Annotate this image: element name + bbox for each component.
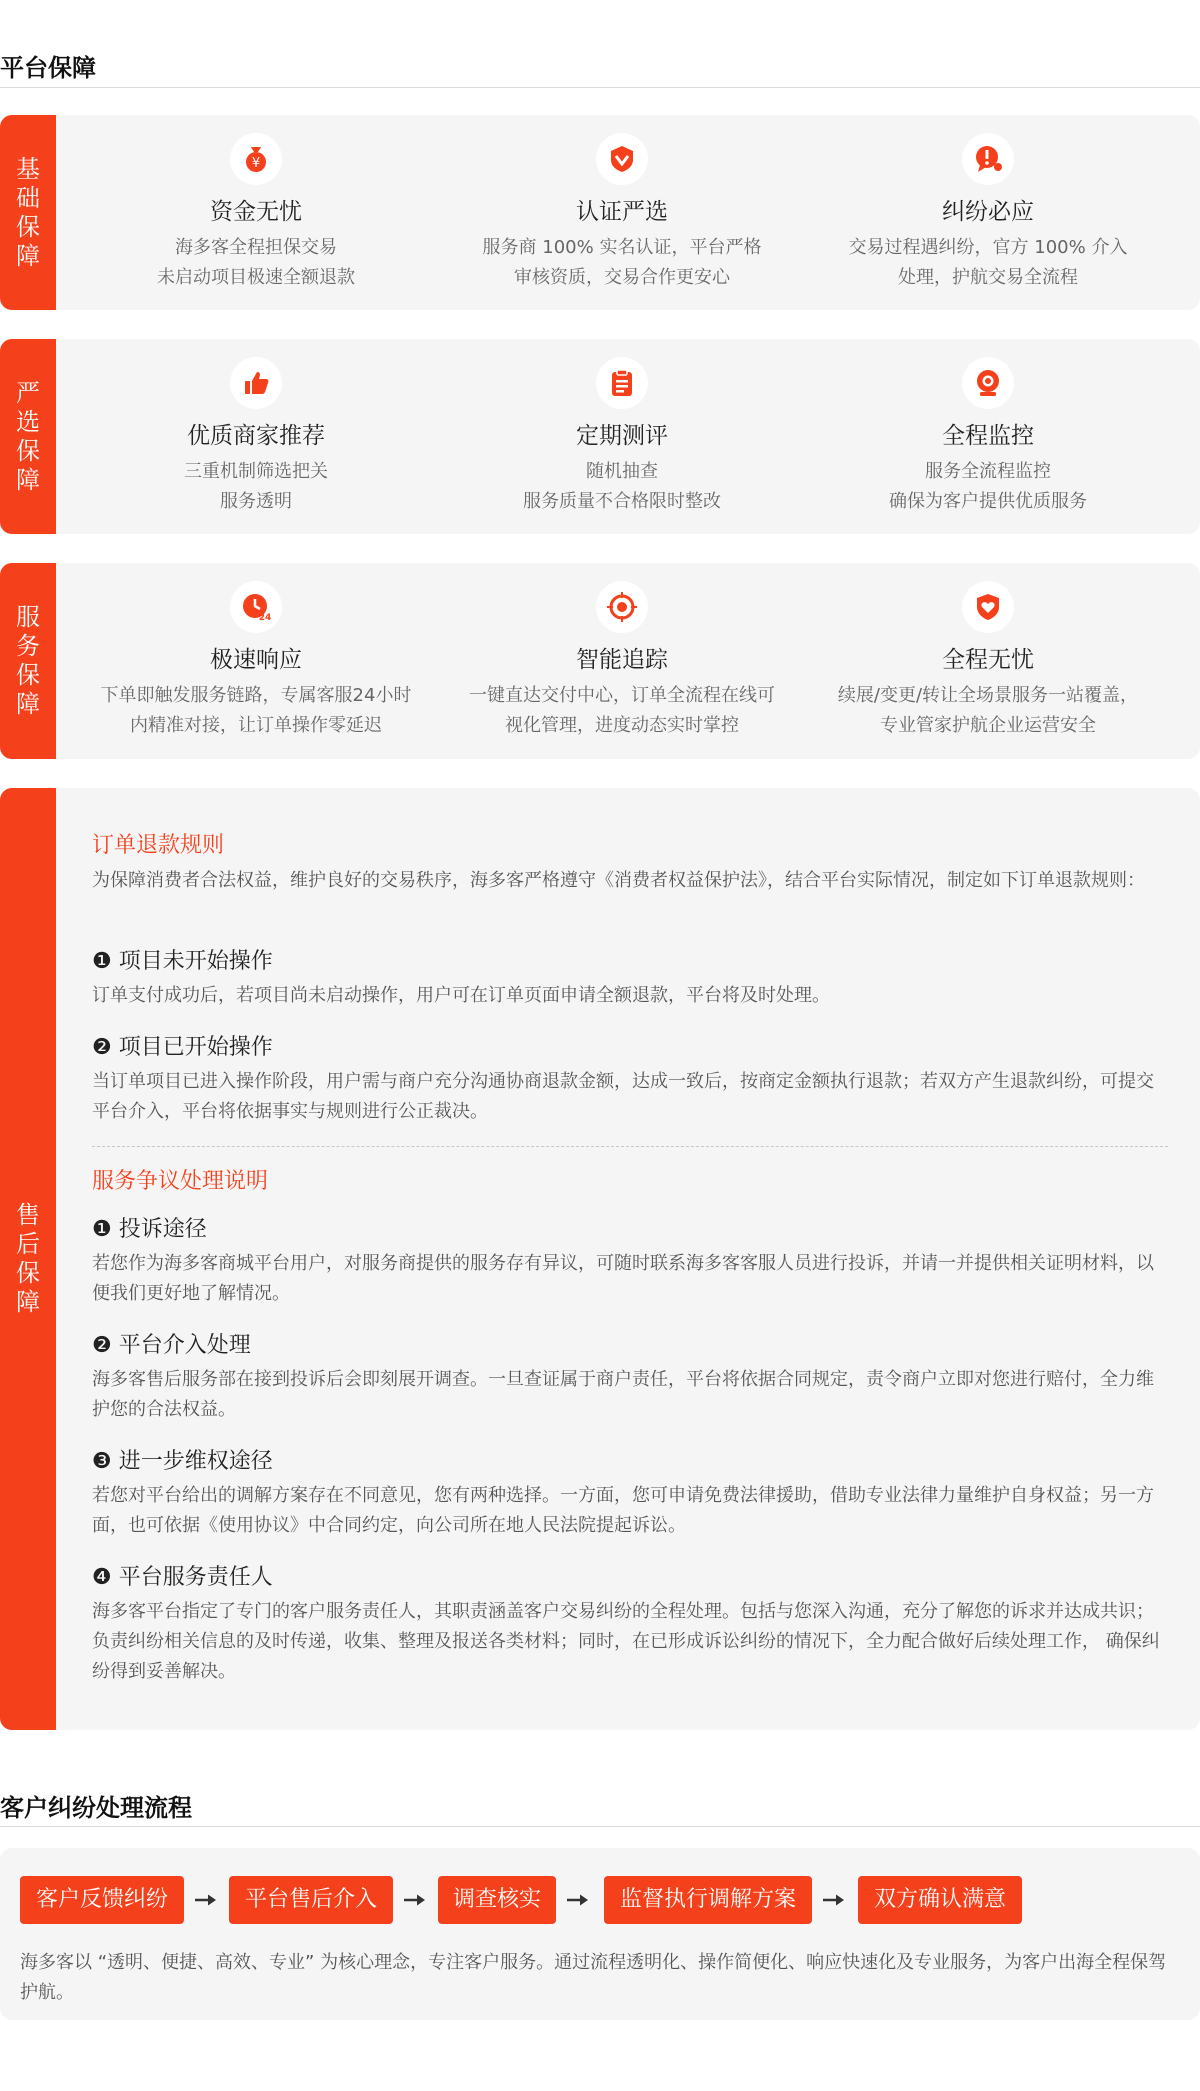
feature-title: 智能追踪 xyxy=(576,647,668,673)
tag-label: 服 务 保 障 xyxy=(16,603,40,718)
feature-certified xyxy=(422,115,822,310)
process-step-confirm: 双方确认满意 xyxy=(858,1876,1022,1924)
refund-item-text: 订单支付成功后，若项目尚未启动操作，用户可在订单页面申请全额退款，平台将及时处理。 xyxy=(92,985,830,1006)
feature-desc: 服务全流程监控 确保为客户提供优质服务 xyxy=(889,461,1087,512)
feature-desc: 随机抽查 服务质量不合格限时整改 xyxy=(523,461,721,512)
process-step-feedback: 客户反馈纠纷 xyxy=(20,1876,184,1924)
arrow-right-icon xyxy=(820,1876,848,1924)
refund-intro: 为保障消费者合法权益，维护良好的交易秩序，海多客严格遵守《消费者权益保护法》，结合平台实际情况，制定如下订单退款规则： xyxy=(92,870,1145,891)
refund-item-text: 当订单项目已进入操作阶段，用户需与商户充分沟通协商退款金额，达成一致后，按商定金额执行退款；若双方产生退款纠纷，可提交平台介入，平台将依据事实与规则进行公正裁决。 xyxy=(92,1071,1154,1122)
feature-fund-safety xyxy=(56,115,456,310)
tag-label: 严 选 保 障 xyxy=(16,378,40,494)
feature-desc: 服务商 100% 实名认证，平台严格 审核资质，交易合作更安心 xyxy=(482,237,762,288)
money-bag-icon xyxy=(230,133,282,185)
feature-smart-tracking xyxy=(422,563,822,759)
dispute-item-title: ❷ 平台介入处理 xyxy=(92,1333,251,1358)
feature-desc: 海多客全程担保交易 未启动项目极速全额退款 xyxy=(157,237,355,288)
after-sales-tag xyxy=(0,788,56,1730)
service-guarantee-card xyxy=(0,563,1200,759)
basic-guarantee-card xyxy=(0,115,1200,310)
target-icon xyxy=(596,581,648,633)
dispute-alert-icon xyxy=(962,133,1014,185)
process-step-investigate: 调查核实 xyxy=(438,1876,556,1924)
dispute-process-title: 客户纠纷处理流程 xyxy=(0,1794,192,1822)
dispute-item-title: ❸ 进一步维权途径 xyxy=(92,1449,273,1474)
clock-24h-icon xyxy=(230,581,282,633)
feature-worry-free xyxy=(788,563,1188,759)
selection-guarantee-card xyxy=(0,339,1200,534)
selection-guarantee-tag xyxy=(0,339,56,534)
feature-desc: 一键直达交付中心，订单全流程在线可 视化管理，进度动态实时掌控 xyxy=(469,685,775,736)
after-sales-rules xyxy=(92,788,1170,1730)
feature-fast-response xyxy=(56,563,456,759)
feature-desc: 下单即触发服务链路，专属客服24小时 内精准对接，让订单操作零延迟 xyxy=(100,685,412,736)
feature-title: 资金无忧 xyxy=(210,199,302,225)
svg-text:¥: ¥ xyxy=(251,156,261,171)
feature-title: 定期测评 xyxy=(576,423,668,449)
feature-title: 全程无忧 xyxy=(942,647,1034,673)
dispute-item-text: 海多客售后服务部在接到投诉后会即刻展开调查。一旦查证属于商户责任，平台将依据合同规定，责令商户立即对您进行赔付，全力维护您的合法权益。 xyxy=(92,1369,1154,1420)
clipboard-icon xyxy=(596,357,648,409)
refund-item-title: ❷ 项目已开始操作 xyxy=(92,1035,273,1060)
dispute-item-text: 若您作为海多客商城平台用户，对服务商提供的服务存有异议，可随时联系海多客客服人员进行投诉，并请一并提供相关证明材料，以便我们更好地了解情况。 xyxy=(92,1253,1154,1304)
dashed-divider xyxy=(92,1146,1168,1147)
dispute-process-card xyxy=(0,1848,1200,2020)
camera-monitor-icon xyxy=(962,357,1014,409)
feature-full-monitoring xyxy=(788,339,1188,534)
feature-periodic-evaluation xyxy=(422,339,822,534)
thumbs-up-icon xyxy=(230,357,282,409)
feature-title: 极速响应 xyxy=(210,647,302,673)
feature-desc: 续展/变更/转让全场景服务一站覆盖， 专业管家护航企业运营安全 xyxy=(837,685,1139,736)
refund-item-title: ❶ 项目未开始操作 xyxy=(92,949,273,974)
divider xyxy=(0,1826,1200,1827)
dispute-item-text: 海多客平台指定了专门的客户服务责任人，其职责涵盖客户交易纠纷的全程处理。包括与您深入沟通，充分了解您的诉求并达成共识；负责纠纷相关信息的及时传递，收集、整理及报送各类材料；同时，在已形成诉讼纠纷的情况下，全力配合做好后续处理工作， 确保纠纷得到妥善解决。 xyxy=(92,1601,1160,1682)
basic-guarantee-tag xyxy=(0,115,56,310)
arrow-right-icon xyxy=(192,1876,220,1924)
process-step-supervise: 监督执行调解方案 xyxy=(604,1876,812,1924)
shield-heart-icon xyxy=(962,581,1014,633)
feature-dispute-response xyxy=(788,115,1188,310)
arrow-right-icon xyxy=(401,1876,429,1924)
arrow-right-icon xyxy=(564,1876,592,1924)
tag-label: 基 础 保 障 xyxy=(16,154,40,270)
refund-rules-title: 订单退款规则 xyxy=(92,833,225,858)
verified-badge-icon xyxy=(596,133,648,185)
dispute-item-title: ❹ 平台服务责任人 xyxy=(92,1565,273,1590)
feature-quality-merchants xyxy=(56,339,456,534)
dispute-item-text: 若您对平台给出的调解方案存在不同意见，您有两种选择。一方面，您可申请免费法律援助，借助专业法律力量维护自身权益；另一方面，也可依据《使用协议》中合同约定，向公司所在地人民法院提起诉讼。 xyxy=(92,1485,1154,1536)
dispute-title: 服务争议处理说明 xyxy=(92,1169,269,1194)
feature-desc: 交易过程遇纠纷，官方 100% 介入 处理，护航交易全流程 xyxy=(848,237,1128,288)
feature-title: 优质商家推荐 xyxy=(187,423,325,449)
process-description: 海多客以 “透明、便捷、高效、专业” 为核心理念，专注客户服务。通过流程透明化、操作简便化、响应快速化及专业服务，为客户出海全程保驾护航。 xyxy=(20,1952,1167,2003)
divider xyxy=(0,87,1200,88)
dispute-item-title: ❶ 投诉途径 xyxy=(92,1217,207,1242)
platform-guarantee-title: 平台保障 xyxy=(0,54,96,82)
feature-title: 全程监控 xyxy=(942,423,1034,449)
feature-desc: 三重机制筛选把关 服务透明 xyxy=(184,461,328,512)
after-sales-card xyxy=(0,788,1200,1730)
feature-title: 认证严选 xyxy=(576,199,668,225)
feature-title: 纠纷必应 xyxy=(942,199,1034,225)
tag-label: 售 后 保 障 xyxy=(16,1201,40,1316)
svg-text:24: 24 xyxy=(258,613,272,623)
process-step-intervene: 平台售后介入 xyxy=(229,1876,393,1924)
service-guarantee-tag xyxy=(0,563,56,759)
